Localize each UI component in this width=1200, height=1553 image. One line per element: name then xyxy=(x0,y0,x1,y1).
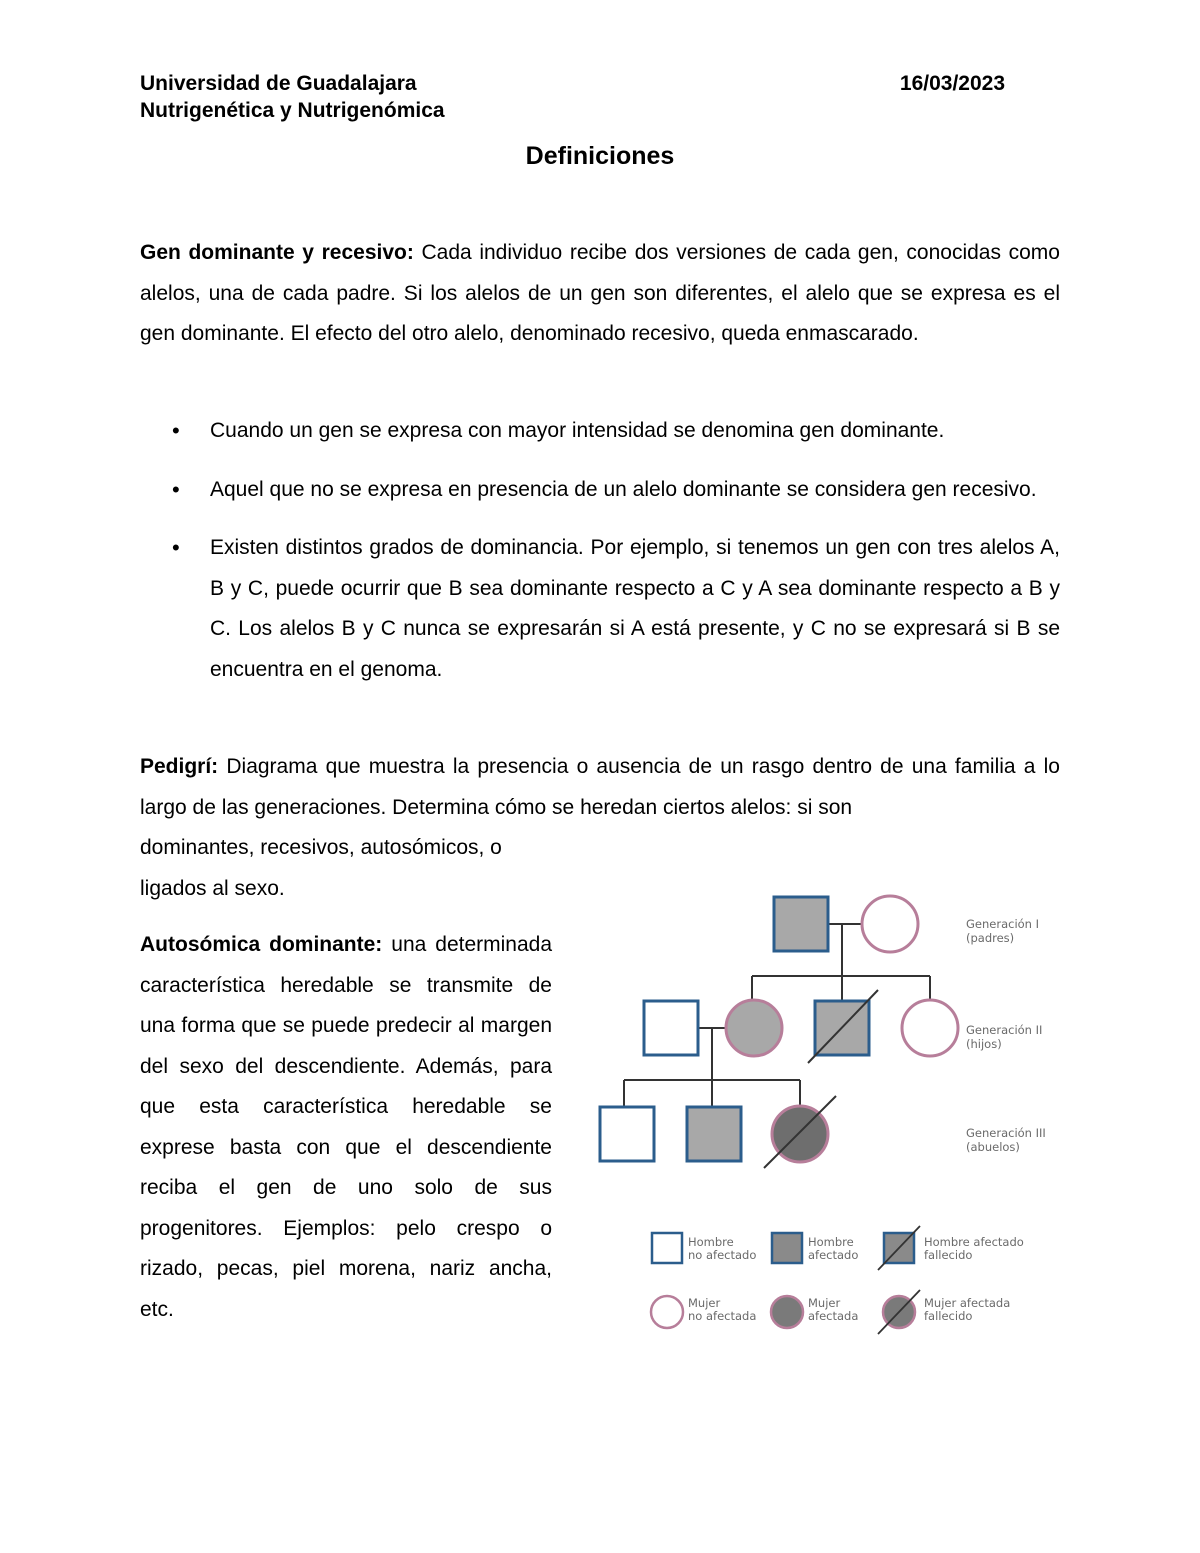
legend-label: fallecido xyxy=(924,1248,973,1262)
legend-female-unaffected-icon xyxy=(651,1296,683,1328)
autosomica-text: una determinada característica heredable se transmite de una forma que se puede predecir al margen del sexo del descendiente. Además, para que esta característica heredable se exprese basta con que el descendiente reciba el gen de uno solo de sus progenitores. Ejemplos: pelo crespo o rizado, pecas, piel morena, nariz ancha, etc. xyxy=(140,933,552,1321)
course-name: Nutrigenética y Nutrigenómica xyxy=(140,99,445,122)
legend-label: afectado xyxy=(808,1248,859,1262)
generation-sublabel: (abuelos) xyxy=(966,1140,1020,1154)
legend-label: Hombre xyxy=(808,1235,854,1249)
university-name: Universidad de Guadalajara xyxy=(140,72,417,95)
list-item: • Aquel que no se expresa en presencia de un alelo dominante se considera gen recesivo. xyxy=(140,470,1060,511)
autosomica-paragraph xyxy=(140,925,552,1330)
generation-sublabel: (padres) xyxy=(966,931,1015,945)
pedigri-text: Diagrama que muestra la presencia o ausencia de un rasgo dentro de una familia a lo largo de las generaciones. Determina cómo se heredan ciertos alelos: si son xyxy=(140,755,1060,819)
legend-label: Mujer xyxy=(688,1296,721,1310)
list-item: • Cuando un gen se expresa con mayor intensidad se denomina gen dominante. xyxy=(140,411,1060,452)
document-date: 16/03/2023 xyxy=(899,72,1005,95)
gen-term: Gen dominante y recesivo: xyxy=(140,241,414,264)
pedigree-diagram xyxy=(590,880,1060,1350)
pedigri-term: Pedigrí: xyxy=(140,755,219,778)
legend-label: Hombre xyxy=(688,1235,734,1249)
grandson-affected-male xyxy=(687,1107,741,1161)
legend-label: Mujer afectada xyxy=(924,1296,1011,1310)
pedigri-text-line2: dominantes, recesivos, autosómicos, o xyxy=(140,836,502,859)
grandmother-unaffected-female xyxy=(862,896,918,952)
list-item: • Existen distintos grados de dominancia. Por ejemplo, si tenemos un gen con tres alelos A, B y C, puede ocurrir que B sea dominante respecto a C y A sea dominante respecto a B y C. Los alelos B y C nunca se expresarán si A está presente, y C no se expresará si B se encuentra en el genoma. xyxy=(140,528,1060,690)
legend-label: afectada xyxy=(808,1309,859,1323)
grandfather-affected-male xyxy=(774,897,828,951)
generation-label: Generación II xyxy=(966,1023,1043,1037)
gen-paragraph xyxy=(140,233,1060,355)
gen-text: Cada individuo recibe dos versiones de cada gen, conocidas como alelos, una de cada padre. Si los alelos de un gen son diferentes, el alelo que se expresa es el gen dominante. El efecto del otro alelo, denominado recesivo, queda enmascarado. xyxy=(140,241,1060,345)
gen-bullet-list xyxy=(140,411,1060,708)
granddaughter-affected-deceased-female xyxy=(772,1106,828,1162)
legend-male-unaffected-icon xyxy=(652,1233,682,1263)
legend-label: fallecido xyxy=(924,1309,973,1323)
pedigri-text-line3: ligados al sexo. xyxy=(140,876,285,900)
daughter-unaffected-female xyxy=(902,1000,958,1056)
legend-label: Hombre afectado xyxy=(924,1235,1024,1249)
page-title: Definiciones xyxy=(525,142,675,170)
legend-label: no afectada xyxy=(688,1309,757,1323)
mother-affected-female xyxy=(726,1000,782,1056)
generation-label: Generación I xyxy=(966,917,1040,931)
father-unaffected-male xyxy=(644,1001,698,1055)
autosomica-term: Autosómica dominante: xyxy=(140,933,383,956)
legend-label: Mujer xyxy=(808,1296,841,1310)
legend-male-affected-icon xyxy=(772,1233,802,1263)
generation-sublabel: (hijos) xyxy=(966,1037,1002,1051)
legend-female-affected-icon xyxy=(771,1296,803,1328)
grandson-unaffected-male xyxy=(600,1107,654,1161)
legend-label: no afectado xyxy=(688,1248,757,1262)
generation-label: Generación III xyxy=(966,1126,1046,1140)
